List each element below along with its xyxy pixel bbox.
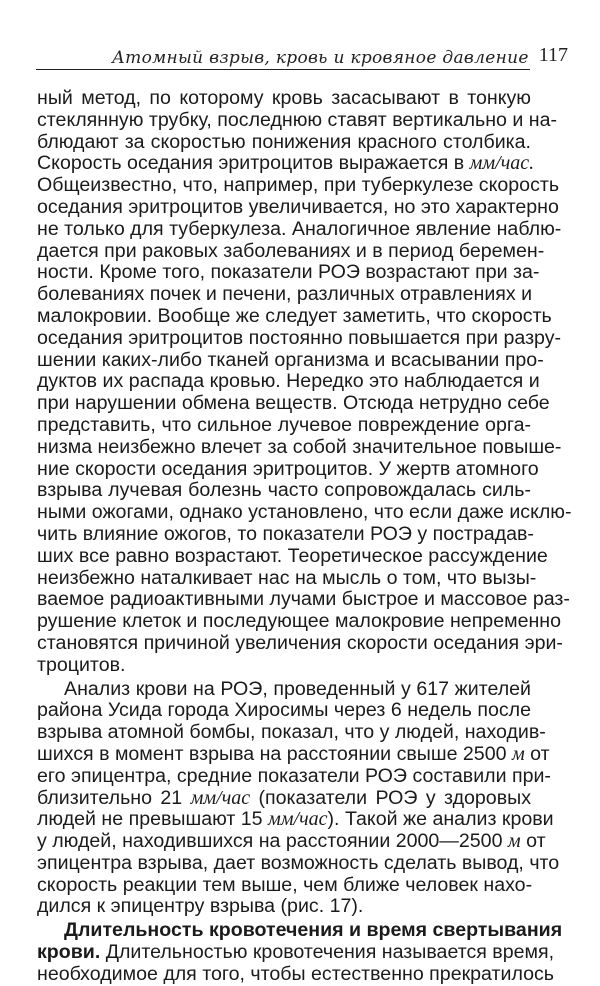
unit-italic: м bbox=[507, 830, 521, 853]
text-line: дуктов их распада кровью. Нередко это наблюдается и bbox=[37, 370, 540, 393]
paragraph bbox=[37, 87, 572, 677]
text-line: Скорость оседания эритроцитов выражается в мм/час. bbox=[37, 152, 535, 175]
text-line: дается при раковых заболеваниях и в период беремен- bbox=[37, 239, 545, 262]
text-line: представить, что сильное лучевое повреждение орга- bbox=[37, 413, 531, 436]
text-line: дился к эпицентру взрыва (рис. 17). bbox=[37, 895, 364, 918]
text-line: ными ожогами, однако установлено, что если даже исклю- bbox=[37, 501, 572, 524]
unit-italic: мм/час. bbox=[469, 152, 535, 175]
unit-italic: мм/час bbox=[268, 808, 328, 831]
section-paragraph-bleeding-duration bbox=[37, 919, 563, 985]
header-rule bbox=[36, 69, 530, 70]
text-line: необходимое для того, чтобы естественно прекратилось bbox=[37, 962, 554, 985]
text-line: болеваниях почек и печени, различных отравлениях и bbox=[37, 283, 533, 306]
text-line: района Усида города Хиросимы через 6 недель после bbox=[37, 699, 531, 722]
paragraph bbox=[37, 677, 560, 919]
text-line: ших все равно возрастают. Теоретическое рассуждение bbox=[37, 544, 548, 567]
unit-italic: мм/час bbox=[190, 786, 251, 809]
text-line: рушение клеток и последующее малокровие непременно bbox=[37, 610, 561, 633]
text-line: блюдают за скоростью понижения красного столбика. bbox=[37, 130, 531, 153]
text-line: близительно 21 мм/час (показатели РОЭ у здоровых bbox=[37, 786, 531, 809]
body-text bbox=[37, 87, 572, 986]
text-line: Анализ крови на РОЭ, проведенный у 617 жителей bbox=[64, 677, 531, 700]
text-line: не только для туберкулеза. Аналогичное явление наблю- bbox=[37, 217, 562, 240]
text-line: людей не превышают 15 мм/час). Такой же анализ крови bbox=[37, 808, 554, 831]
text-line: чить влияние ожогов, то показатели РОЭ у пострадав- bbox=[37, 522, 534, 545]
text-line: неизбежно наталкивает нас на мысль о том, что вызы- bbox=[37, 566, 537, 589]
section-heading: крови. bbox=[37, 941, 101, 964]
text-line: Общеизвестно, что, например, при туберкулезе скорость bbox=[37, 174, 560, 197]
section-heading: Длительность кровотечения и время свертывания bbox=[64, 919, 563, 942]
text-line: у людей, находившихся на расстоянии 2000—2500 м от bbox=[37, 830, 546, 853]
text-line: взрыва атомной бомбы, показал, что у людей, находив- bbox=[37, 721, 546, 744]
text-line: становятся причиной увеличения скорости оседания эри- bbox=[37, 631, 563, 654]
text-line: ние скорости оседания эритроцитов. У жертв атомного bbox=[37, 457, 539, 480]
text-line: ваемое радиоактивными лучами быстрое и массовое раз- bbox=[37, 588, 570, 611]
text-line: шихся в момент взрыва на расстоянии свыше 2500 м от bbox=[37, 742, 550, 765]
text-line: ности. Кроме того, показатели РОЭ возрастают при за- bbox=[37, 261, 540, 284]
running-title: Атомный взрыв, кровь и кровяное давление bbox=[112, 48, 529, 68]
text-line: ный метод, по которому кровь засасывают в тонкую bbox=[37, 87, 531, 109]
page-number: 117 bbox=[538, 44, 568, 66]
unit-italic: м bbox=[511, 742, 525, 765]
text-line: его эпицентра, средние показатели РОЭ составили при- bbox=[37, 764, 551, 787]
text-line: взрыва лучевая болезнь часто сопровождалась силь- bbox=[37, 479, 531, 502]
text-line: стеклянную трубку, последнюю ставят вертикально и на- bbox=[37, 108, 558, 131]
text-line bbox=[37, 919, 563, 942]
text-line: при нарушении обмена веществ. Отсюда нетрудно себе bbox=[37, 392, 550, 415]
text-line: оседания эритроцитов увеличивается, но это характерно bbox=[37, 195, 559, 218]
text-line: троцитов. bbox=[37, 653, 126, 676]
running-header bbox=[40, 40, 570, 72]
text-line: крови. Длительностью кровотечения называется время, bbox=[37, 941, 555, 964]
text-line: шении каких-либо тканей организма и всасывании про- bbox=[37, 348, 544, 371]
text-line: скорость реакции тем выше, чем ближе человек нахо- bbox=[37, 873, 533, 896]
text-line: малокровии. Вообще же следует заметить, что скорость bbox=[37, 304, 552, 327]
text-line: оседания эритроцитов постоянно повышается при разру- bbox=[37, 326, 562, 349]
text-line: эпицентра взрыва, дает возможность сделать вывод, что bbox=[37, 851, 560, 874]
text-line: низма неизбежно влечет за собой значительное повыше- bbox=[37, 435, 562, 458]
